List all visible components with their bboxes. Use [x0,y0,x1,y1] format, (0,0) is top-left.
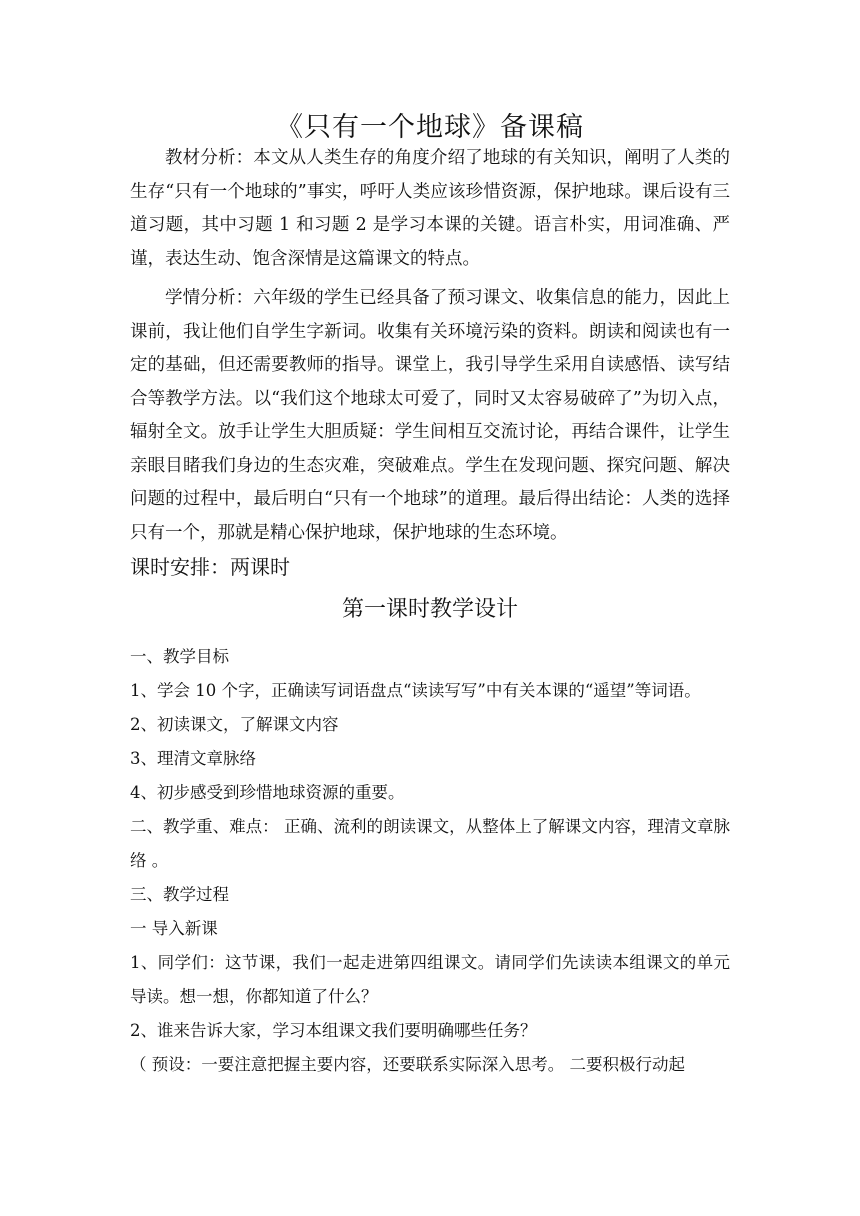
goal-item-2: 2、初读课文，了解课文内容 [130,715,339,734]
material-analysis-paragraph: 教材分析：本文从人类生存的角度介绍了地球的有关知识，阐明了人类的生存“只有一个地球的”事实，呼吁人类应该珍惜资源，保护地球。课后设有三道习题，其中习题 1 和习题 2 是学习本课的关键。语言朴实，用词准确、严谨，表达生动、饱含深情是这篇课文的特点。 [130,148,730,269]
process-item-1: 1、同学们：这节课，我们一起走进第四组课文。请同学们先读读本组课文的单元导读。想一想，你都知道了什么？ [130,953,730,1006]
goal-item-4: 4、初步感受到珍惜地球资源的重要。 [130,783,405,802]
preset-line: （ 预设：一要注意把握主要内容，还要联系实际深入思考。 二要积极行动起 [130,1055,685,1074]
goal-item-1: 1、学会 10 个字，正确读写词语盘点“读读写写”中有关本课的“遥望”等词语。 [130,681,701,700]
lesson-plan-body [130,640,730,1082]
teaching-process-heading: 三、教学过程 [130,885,229,904]
key-points-line: 二、教学重、难点： 正确、流利的朗读课文，从整体上了解课文内容，理清文章脉络 。 [130,817,730,870]
teaching-goals-heading: 一、教学目标 [130,647,229,666]
section-title: 第一课时教学设计 [341,597,518,622]
process-item-2: 2、谁来告诉大家，学习本组课文我们要明确哪些任务？ [130,1021,537,1040]
goal-item-3: 3、理清文章脉络 [130,749,256,768]
student-analysis-paragraph: 学情分析：六年级的学生已经具备了预习课文、收集信息的能力，因此上课前，我让他们自学生字新词。收集有关环境污染的资料。朗读和阅读也有一定的基础，但还需要教师的指导。课堂上，我引导学生采用自读感悟、读写结合等教学方法。以“我们这个地球太可爱了，同时又太容易破碎了”为切入点，辐射全文。放手让学生大胆质疑：学生间相互交流讨论，再结合课件，让学生亲眼目睹我们身边的生态灾难，突破难点。学生在发现问题、探究问题、解决问题的过程中，最后明白“只有一个地球”的道理。最后得出结论：人类的选择只有一个，那就是精心保护地球，保护地球的生态环境。 [130,288,730,543]
document-title: 《只有一个地球》备课稿 [276,112,584,143]
schedule-line: 课时安排：两课时 [130,555,290,579]
intro-heading: 一 导入新课 [130,919,218,938]
